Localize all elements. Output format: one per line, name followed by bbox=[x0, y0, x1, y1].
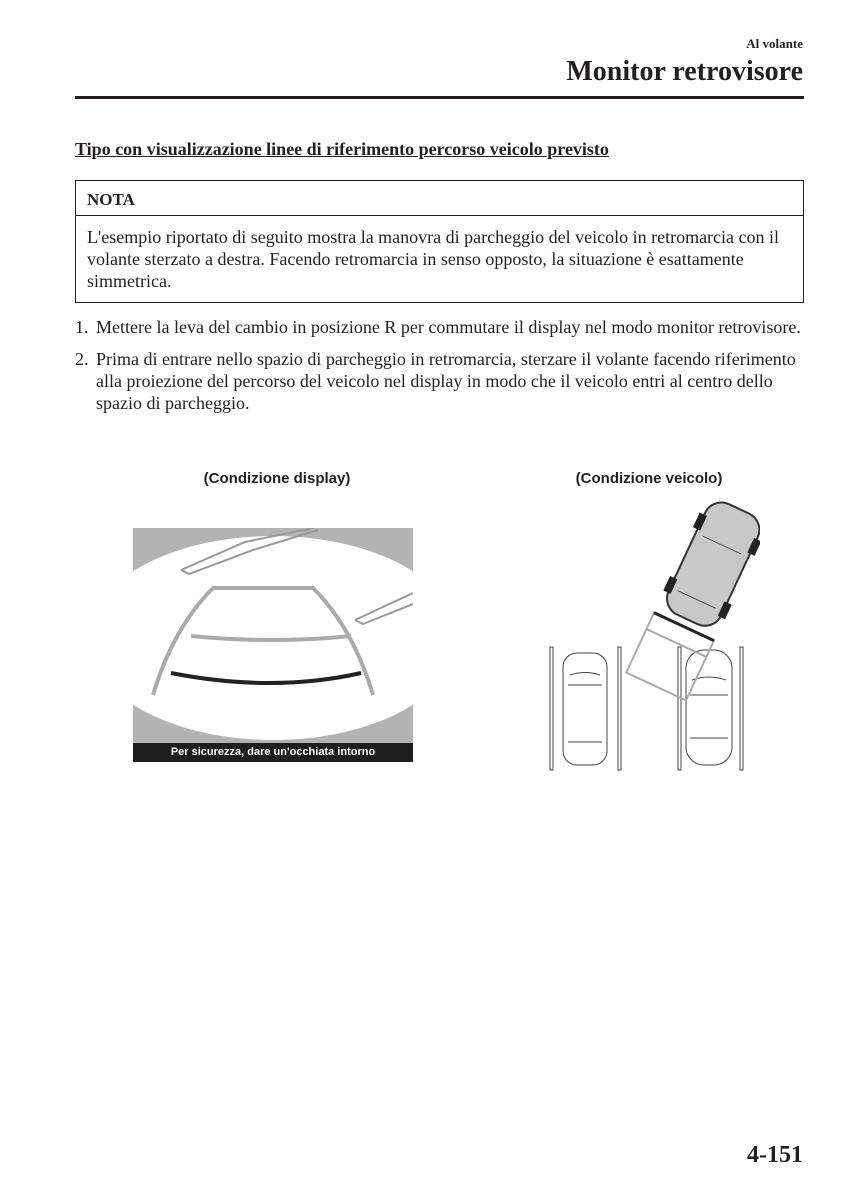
vehicle-caption: (Condizione veicolo) bbox=[575, 470, 723, 487]
vehicle-parking-illustration bbox=[540, 490, 760, 780]
display-safety-banner: Per sicurezza, dare un'occhiata intorno bbox=[133, 743, 413, 762]
page-number: 4-151 bbox=[747, 1142, 803, 1168]
step-text: Prima di entrare nello spazio di parcheggio in retromarcia, sterzare il volante facendo riferimento alla proiezione del percorso del veicolo nel display in modo che il veicolo entri al centro dello spazio di parcheggio. bbox=[96, 349, 796, 413]
display-caption: (Condizione display) bbox=[203, 470, 351, 487]
note-label: NOTA bbox=[76, 181, 803, 216]
step-number: 1. bbox=[75, 317, 89, 337]
list-item bbox=[75, 316, 805, 338]
note-box bbox=[75, 180, 804, 303]
section-label: Al volante bbox=[746, 36, 803, 51]
rear-camera-display-illustration bbox=[133, 528, 413, 762]
step-text: Mettere la leva del cambio in posizione R per commutare il display nel modo monitor retrovisore. bbox=[96, 317, 801, 337]
step-number: 2. bbox=[75, 349, 89, 369]
steps-list bbox=[75, 316, 805, 424]
page-title: Monitor retrovisore bbox=[566, 56, 803, 87]
note-text: L'esempio riportato di seguito mostra la manovra di parcheggio del veicolo in retromarcia con il volante sterzato a destra. Facendo retromarcia in senso opposto, la situazione è esattamente simmetrica. bbox=[87, 227, 780, 291]
subheading: Tipo con visualizzazione linee di riferimento percorso veicolo previsto bbox=[75, 139, 609, 159]
title-rule bbox=[75, 96, 804, 99]
list-item bbox=[75, 348, 805, 414]
